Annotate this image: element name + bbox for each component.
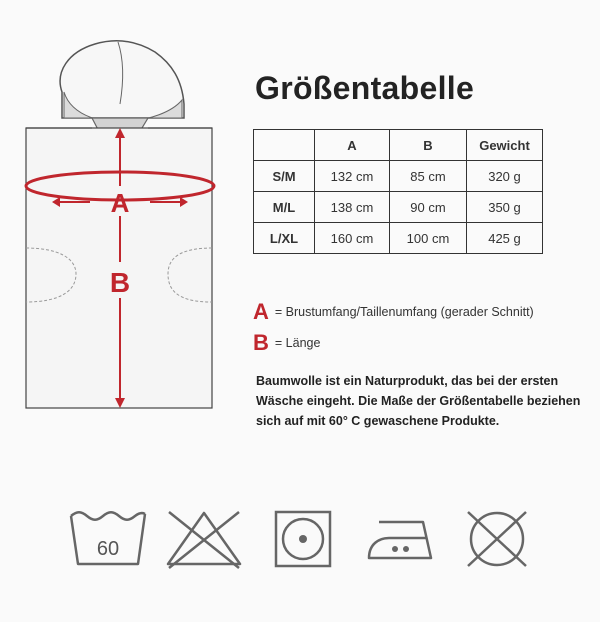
header-weight: Gewicht — [467, 130, 543, 161]
hood-outline — [60, 41, 184, 118]
chest-value: 132 cm — [315, 161, 390, 192]
table-row — [254, 223, 543, 254]
size-label: S/M — [254, 161, 315, 192]
legend-a-text: = Brustumfang/Taillenumfang (gerader Schnitt) — [274, 305, 534, 319]
chest-value: 160 cm — [315, 223, 390, 254]
legend-a-letter: A — [253, 299, 269, 324]
length-value: 90 cm — [390, 192, 467, 223]
header-b: B — [390, 130, 467, 161]
wash-60-icon — [68, 508, 148, 570]
wash-temperature: 60 — [96, 538, 120, 560]
diagram-label-a: A — [110, 188, 130, 218]
weight-value: 425 g — [467, 223, 543, 254]
legend-b-text: = Länge — [274, 336, 321, 350]
no-dry-clean-icon — [460, 508, 534, 570]
table-row — [254, 192, 543, 223]
tumble-dry-icon — [272, 508, 334, 570]
size-label: M/L — [254, 192, 315, 223]
legend-b-letter: B — [253, 330, 269, 355]
length-value: 85 cm — [390, 161, 467, 192]
poncho-diagram — [0, 0, 245, 430]
table-header-row — [254, 130, 543, 161]
no-bleach-icon — [163, 508, 245, 570]
diagram-label-b: B — [109, 267, 131, 298]
header-empty-cell — [254, 130, 315, 161]
page-title: Größentabelle — [255, 70, 475, 106]
size-label: L/XL — [254, 223, 315, 254]
weight-value: 320 g — [467, 161, 543, 192]
legend-a — [253, 299, 534, 325]
legend-b — [253, 330, 320, 356]
header-a: A — [315, 130, 390, 161]
length-value: 100 cm — [390, 223, 467, 254]
table-row — [254, 161, 543, 192]
weight-value: 350 g — [467, 192, 543, 223]
chest-value: 138 cm — [315, 192, 390, 223]
care-note: Baumwolle ist ein Naturprodukt, das bei der ersten Wäsche eingeht. Die Maße der Größentabelle beziehen sich auf mit 60° C gewaschene Produkte. — [256, 374, 581, 428]
size-table — [253, 129, 543, 254]
iron-two-dots-icon — [365, 508, 441, 570]
